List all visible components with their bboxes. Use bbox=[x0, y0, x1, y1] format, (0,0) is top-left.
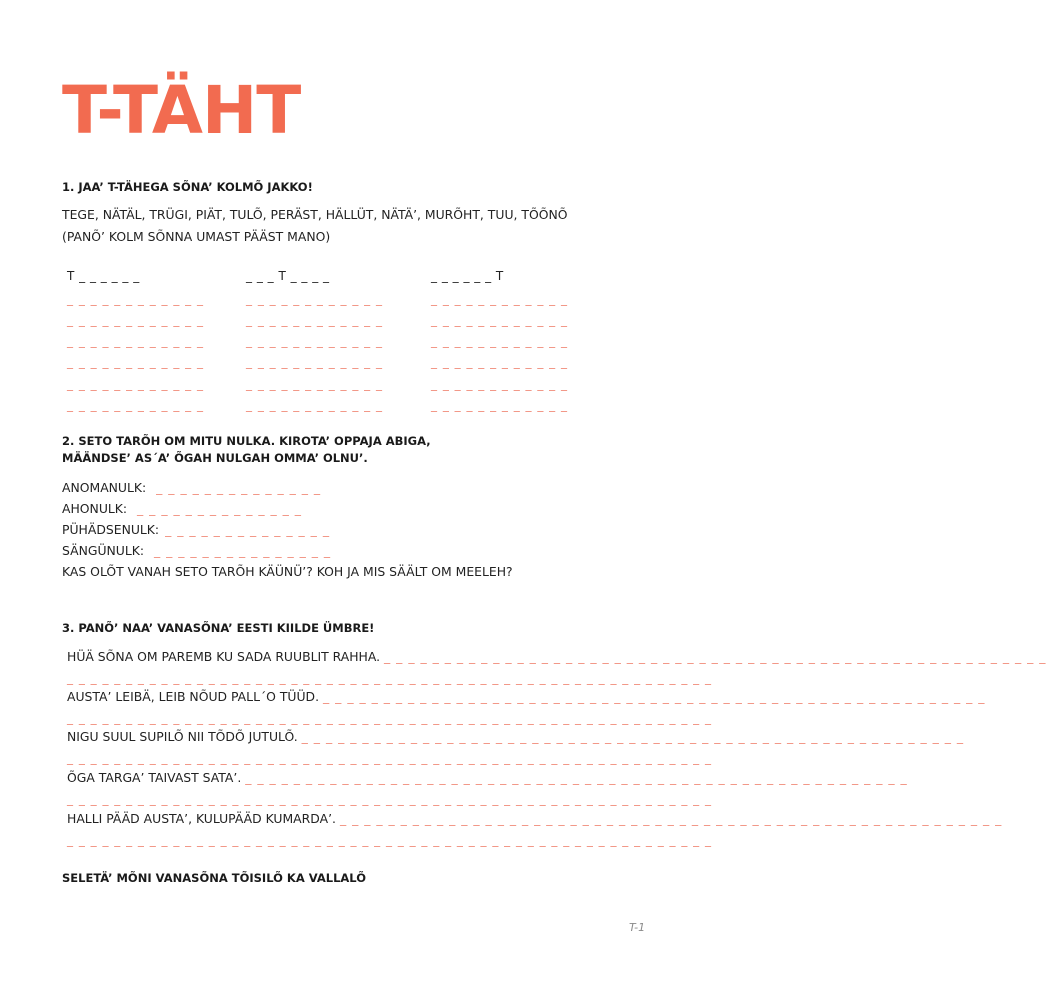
section1-words: TEGE, NÄTÄL, TRÜGI, PIÄT, TULÕ, PERÄST, HÄLLÜT, NÄTÄ’, MURÕHT, TUU, TÕÕNÕ bbox=[62, 207, 568, 222]
answer-blank[interactable]: _ _ _ _ _ _ _ _ _ _ _ _ bbox=[431, 334, 568, 348]
answer-blank[interactable]: _ _ _ _ _ _ _ _ _ _ _ _ _ _ bbox=[137, 501, 302, 516]
section2-question: KAS OLÕT VANAH SETO TARÕH KÄÜNÜ’? KOH JA MIS SÄÄLT OM MEELEH? bbox=[62, 564, 513, 579]
section3-heading: 3. PANÕ’ NAA’ VANASÕNA’ EESTI KIILDE ÜMBRE! bbox=[62, 621, 375, 635]
translation-line[interactable]: _ _ _ _ _ _ _ _ _ _ _ _ _ _ _ _ _ _ _ _ _ _ _ _ _ _ _ _ _ _ _ _ _ _ _ _ _ _ _ _ _ _ _ _ _ _ _ _ _ _ _ _ _ _ _ bbox=[67, 711, 712, 725]
answer-blank[interactable]: _ _ _ _ _ _ _ _ _ _ _ _ bbox=[431, 313, 568, 327]
column-pattern-end: _ _ _ _ _ _ T bbox=[431, 269, 504, 283]
answer-blank[interactable]: _ _ _ _ _ _ _ _ _ _ _ _ bbox=[67, 355, 204, 369]
answer-blank[interactable]: _ _ _ _ _ _ _ _ _ _ _ _ _ _ bbox=[156, 480, 322, 495]
translation-blank[interactable]: _ _ _ _ _ _ _ _ _ _ _ _ _ _ _ _ _ _ _ _ _ _ _ _ _ _ _ _ _ _ _ _ _ _ _ _ _ _ _ _ _ _ _ _ _ _ _ _ _ _ _ _ _ _ _ bbox=[301, 729, 965, 744]
section2-heading-line2: MÄÄNDSE’ AS´A’ ÕGAH NULGAH OMMA’ OLNU’. bbox=[62, 451, 368, 465]
section1-heading: 1. JAA’ T-TÄHEGA SÕNA’ KOLMÕ JAKKO! bbox=[62, 180, 313, 194]
answer-blank[interactable]: _ _ _ _ _ _ _ _ _ _ _ _ bbox=[246, 292, 383, 306]
corner-item-sangunulk: SÄNGÜNULK: _ _ _ _ _ _ _ _ _ _ _ _ _ _ _ bbox=[62, 543, 332, 558]
proverb-text: NIGU SUUL SUPILÕ NII TÕDÕ JUTULÕ. bbox=[67, 729, 298, 744]
answer-blank[interactable]: _ _ _ _ _ _ _ _ _ _ _ _ bbox=[246, 334, 383, 348]
translation-line[interactable]: _ _ _ _ _ _ _ _ _ _ _ _ _ _ _ _ _ _ _ _ _ _ _ _ _ _ _ _ _ _ _ _ _ _ _ _ _ _ _ _ _ _ _ _ _ _ _ _ _ _ _ _ _ _ _ bbox=[67, 833, 712, 847]
column-pattern-middle: _ _ _ T _ _ _ _ bbox=[246, 269, 330, 283]
proverb-text: HALLI PÄÄD AUSTA’, KULUPÄÄD KUMARDA’. bbox=[67, 811, 336, 826]
closing-instruction: SELETÄ’ MÕNI VANASÕNA TÕISILÕ KA VALLALÕ bbox=[62, 871, 366, 885]
answer-blank[interactable]: _ _ _ _ _ _ _ _ _ _ _ _ bbox=[67, 377, 204, 391]
translation-blank[interactable]: _ _ _ _ _ _ _ _ _ _ _ _ _ _ _ _ _ _ _ _ _ _ _ _ _ _ _ _ _ _ _ _ _ _ _ _ _ _ _ _ _ _ _ _ _ _ _ _ _ _ _ _ _ _ _ bbox=[245, 770, 908, 785]
page-number: T-1 bbox=[629, 921, 646, 934]
corner-item-pyhadsenulk: PÜHÄDSENULK: _ _ _ _ _ _ _ _ _ _ _ _ _ _ bbox=[62, 522, 331, 537]
proverb-row bbox=[67, 649, 1046, 664]
answer-blank[interactable]: _ _ _ _ _ _ _ _ _ _ _ _ bbox=[246, 377, 383, 391]
translation-line[interactable]: _ _ _ _ _ _ _ _ _ _ _ _ _ _ _ _ _ _ _ _ _ _ _ _ _ _ _ _ _ _ _ _ _ _ _ _ _ _ _ _ _ _ _ _ _ _ _ _ _ _ _ _ _ _ _ bbox=[67, 792, 712, 806]
section1-instruction: (PANÕ’ KOLM SÕNNA UMAST PÄÄST MANO) bbox=[62, 229, 331, 244]
proverb-row bbox=[67, 689, 986, 704]
answer-blank[interactable]: _ _ _ _ _ _ _ _ _ _ _ _ bbox=[431, 398, 568, 412]
corner-item-ahonulk: AHONULK: _ _ _ _ _ _ _ _ _ _ _ _ _ _ bbox=[62, 501, 302, 516]
translation-blank[interactable]: _ _ _ _ _ _ _ _ _ _ _ _ _ _ _ _ _ _ _ _ _ _ _ _ _ _ _ _ _ _ _ _ _ _ _ _ _ _ _ _ _ _ _ _ _ _ _ _ _ _ _ _ _ _ _ bbox=[339, 811, 1003, 826]
proverb-row bbox=[67, 729, 965, 744]
answer-blank[interactable]: _ _ _ _ _ _ _ _ _ _ _ _ _ _ _ bbox=[154, 543, 332, 558]
answer-blank[interactable]: _ _ _ _ _ _ _ _ _ _ _ _ bbox=[431, 292, 568, 306]
proverb-row bbox=[67, 811, 1003, 826]
answer-blank[interactable]: _ _ _ _ _ _ _ _ _ _ _ _ bbox=[246, 355, 383, 369]
answer-blank[interactable]: _ _ _ _ _ _ _ _ _ _ _ _ bbox=[67, 313, 204, 327]
page-title: T-TÄHT bbox=[62, 72, 301, 149]
answer-blank[interactable]: _ _ _ _ _ _ _ _ _ _ _ _ bbox=[431, 377, 568, 391]
corner-item-anomanulk: ANOMANULK: _ _ _ _ _ _ _ _ _ _ _ _ _ _ bbox=[62, 480, 322, 495]
answer-blank[interactable]: _ _ _ _ _ _ _ _ _ _ _ _ bbox=[67, 292, 204, 306]
proverb-text: ÕGA TARGA’ TAIVAST SATA’. bbox=[67, 770, 242, 785]
translation-blank[interactable]: _ _ _ _ _ _ _ _ _ _ _ _ _ _ _ _ _ _ _ _ _ _ _ _ _ _ _ _ _ _ _ _ _ _ _ _ _ _ _ _ _ _ _ _ _ _ _ _ _ _ _ _ _ _ _ bbox=[384, 649, 1046, 664]
answer-blank[interactable]: _ _ _ _ _ _ _ _ _ _ _ _ _ _ bbox=[165, 522, 331, 537]
column-pattern-start: T _ _ _ _ _ _ bbox=[67, 269, 140, 283]
proverb-text: HÜÄ SÕNA OM PAREMB KU SADA RUUBLIT RAHHA. bbox=[67, 649, 381, 664]
translation-line[interactable]: _ _ _ _ _ _ _ _ _ _ _ _ _ _ _ _ _ _ _ _ _ _ _ _ _ _ _ _ _ _ _ _ _ _ _ _ _ _ _ _ _ _ _ _ _ _ _ _ _ _ _ _ _ _ _ bbox=[67, 751, 712, 765]
answer-blank[interactable]: _ _ _ _ _ _ _ _ _ _ _ _ bbox=[246, 313, 383, 327]
answer-blank[interactable]: _ _ _ _ _ _ _ _ _ _ _ _ bbox=[67, 398, 204, 412]
section2-heading-line1: 2. SETO TARÕH OM MITU NULKA. KIROTA’ OPPAJA ABIGA, bbox=[62, 434, 431, 448]
proverb-row bbox=[67, 770, 908, 785]
proverb-text: AUSTA’ LEIBÄ, LEIB NÕUD PALL´O TÜÜD. bbox=[67, 689, 320, 704]
answer-blank[interactable]: _ _ _ _ _ _ _ _ _ _ _ _ bbox=[246, 398, 383, 412]
answer-blank[interactable]: _ _ _ _ _ _ _ _ _ _ _ _ bbox=[431, 355, 568, 369]
translation-blank[interactable]: _ _ _ _ _ _ _ _ _ _ _ _ _ _ _ _ _ _ _ _ _ _ _ _ _ _ _ _ _ _ _ _ _ _ _ _ _ _ _ _ _ _ _ _ _ _ _ _ _ _ _ _ _ _ _ bbox=[323, 689, 986, 704]
answer-blank[interactable]: _ _ _ _ _ _ _ _ _ _ _ _ bbox=[67, 334, 204, 348]
translation-line[interactable]: _ _ _ _ _ _ _ _ _ _ _ _ _ _ _ _ _ _ _ _ _ _ _ _ _ _ _ _ _ _ _ _ _ _ _ _ _ _ _ _ _ _ _ _ _ _ _ _ _ _ _ _ _ _ _ bbox=[67, 671, 712, 685]
